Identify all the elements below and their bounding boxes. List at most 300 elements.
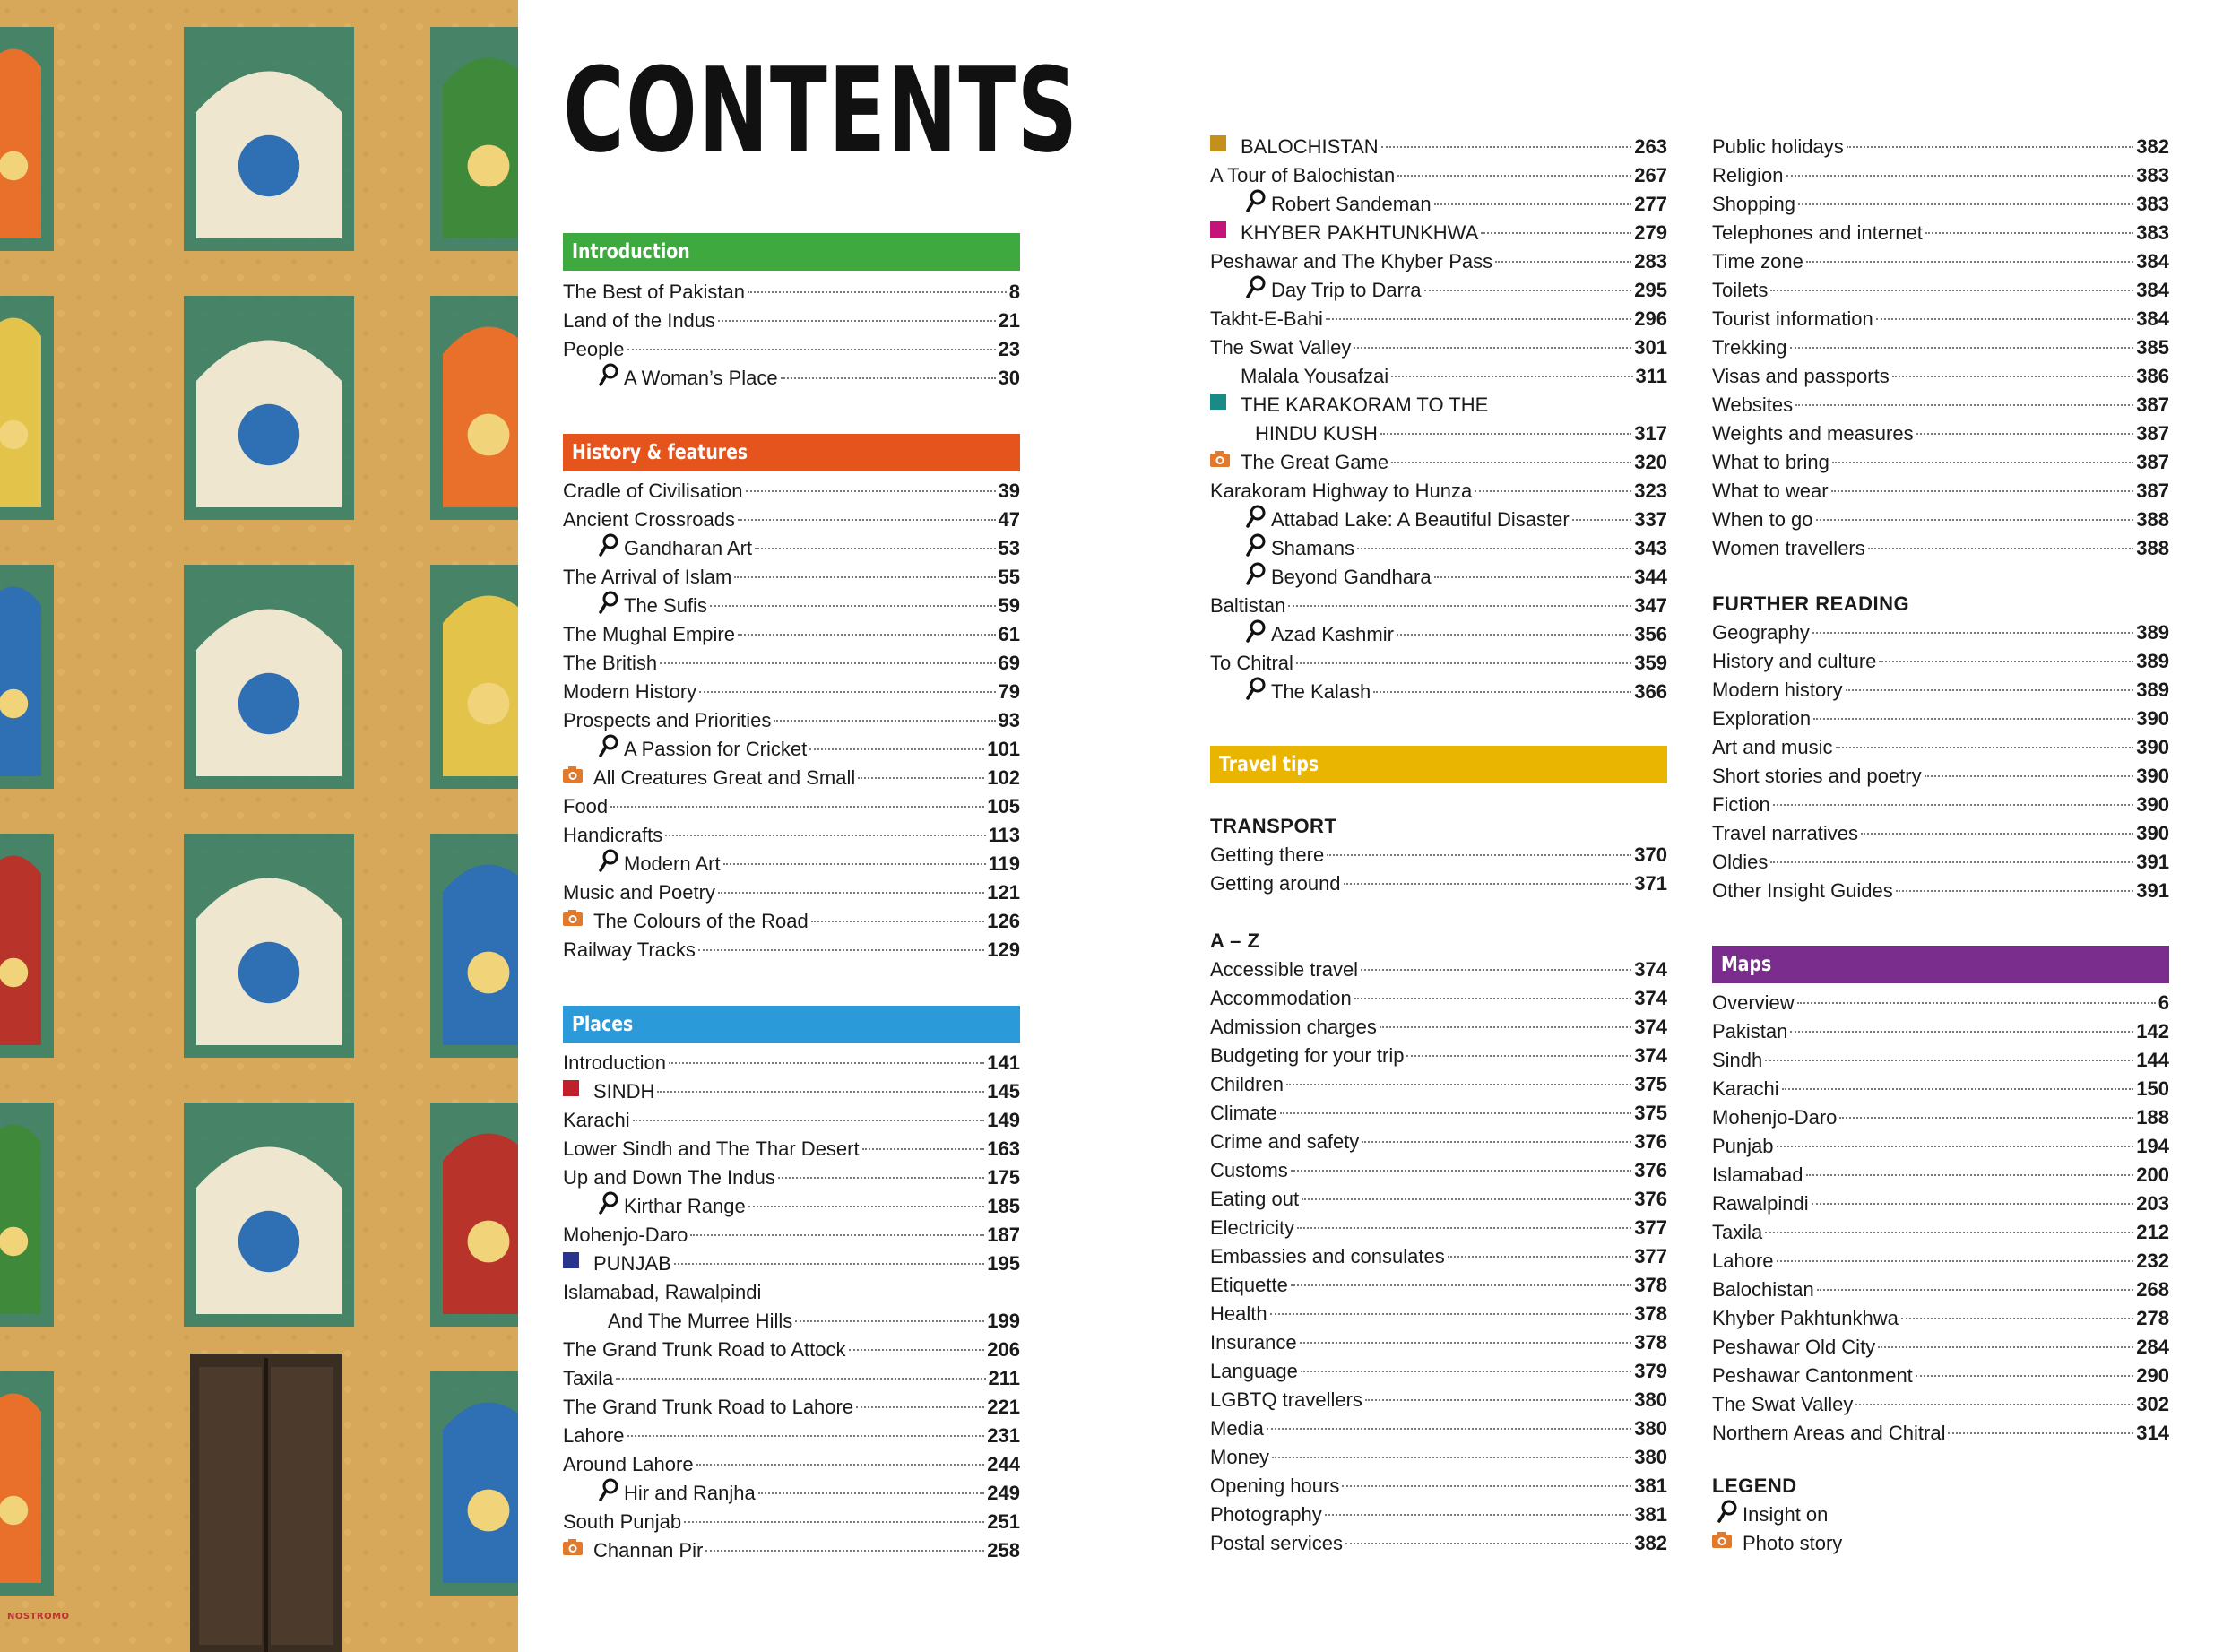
toc-entry[interactable] <box>1210 841 1667 869</box>
toc-entry[interactable] <box>1712 705 2169 733</box>
toc-entry[interactable] <box>1712 534 2169 563</box>
toc-entry-label: Etiquette <box>1210 1274 1288 1296</box>
toc-entry-label: The Mughal Empire <box>563 623 735 645</box>
toc-entry[interactable] <box>1210 1328 1667 1357</box>
dot-leader <box>1901 1318 2133 1319</box>
toc-entry[interactable] <box>1210 1472 1667 1501</box>
toc-entry-label: Admission charges <box>1210 1016 1377 1038</box>
toc-entry[interactable] <box>563 706 1020 735</box>
a-z-continued-list <box>1712 133 2169 563</box>
toc-entry-label: SINDH <box>593 1080 655 1103</box>
magnifier-icon-slot <box>1241 564 1271 584</box>
toc-entry[interactable] <box>563 735 1020 764</box>
dot-leader <box>1326 318 1631 320</box>
subheading-transport: TRANSPORT <box>1210 815 1337 837</box>
magnifier-icon-slot <box>593 1480 624 1500</box>
toc-entry-label: Modern History <box>563 680 697 703</box>
toc-entry-label: Railway Tracks <box>563 938 696 961</box>
karakoram-square-icon <box>1210 394 1226 410</box>
toc-entry[interactable] <box>1210 362 1667 391</box>
toc-entry[interactable] <box>1210 1242 1667 1271</box>
toc-entry-label: People <box>563 338 625 360</box>
toc-entry[interactable] <box>563 477 1020 506</box>
dot-leader <box>1948 1432 2133 1434</box>
magnifier-icon <box>1246 619 1266 643</box>
magnifier-icon <box>1246 189 1266 212</box>
dot-leader <box>1357 548 1631 549</box>
tile-arch-panel <box>0 1125 41 1315</box>
toc-entry-page-number: 39 <box>998 480 1020 502</box>
toc-entry[interactable] <box>1712 676 2169 705</box>
dot-leader <box>1286 1084 1631 1085</box>
toc-entry-label: Modern history <box>1712 679 1843 701</box>
toc-entry[interactable] <box>1210 305 1667 333</box>
toc-entry-label: Visas and passports <box>1712 365 1890 387</box>
dot-leader <box>795 1320 984 1322</box>
toc-entry-page-number: 370 <box>1634 843 1667 866</box>
dot-leader <box>1327 854 1631 856</box>
toc-entry-page-number: 212 <box>2136 1221 2169 1243</box>
toc-entry[interactable] <box>1712 419 2169 448</box>
toc-entry-label: Azad Kashmir <box>1271 623 1394 645</box>
toc-entry-label: Up and Down The Indus <box>563 1166 775 1189</box>
toc-entry[interactable] <box>1210 1070 1667 1099</box>
toc-entry[interactable] <box>1210 984 1667 1013</box>
toc-entry-page-number: 376 <box>1634 1188 1667 1210</box>
dot-leader <box>1381 146 1632 148</box>
toc-entry-label: Media <box>1210 1417 1264 1440</box>
toc-entry-label: Tourist information <box>1712 307 1873 330</box>
toc-entry[interactable] <box>1712 305 2169 333</box>
toc-entry[interactable] <box>1712 989 2169 1017</box>
toc-entry-label: Accessible travel <box>1210 958 1359 981</box>
toc-entry[interactable] <box>1712 1161 2169 1189</box>
toc-entry[interactable] <box>1712 1390 2169 1419</box>
dot-leader <box>1777 1146 2134 1147</box>
section-heading-travel-tips: Travel tips <box>1210 746 1667 783</box>
toc-entry-label: Karachi <box>1712 1077 1779 1100</box>
toc-entry[interactable] <box>1712 333 2169 362</box>
toc-entry[interactable] <box>1712 247 2169 276</box>
dot-leader <box>1861 833 2133 835</box>
section-heading-history: History & features <box>563 434 1020 471</box>
dot-leader <box>1291 1284 1631 1286</box>
dot-leader <box>660 662 995 664</box>
toc-entry-page-number: 388 <box>2136 508 2169 531</box>
toc-entry[interactable] <box>563 563 1020 592</box>
magnifier-icon-slot <box>1241 506 1271 526</box>
toc-entry[interactable] <box>563 1077 1020 1106</box>
toc-entry[interactable] <box>1210 620 1667 649</box>
toc-entry[interactable] <box>1712 1276 2169 1304</box>
camera-icon-slot <box>563 1537 593 1557</box>
toc-entry[interactable] <box>1712 1046 2169 1075</box>
toc-entry[interactable] <box>1712 391 2169 419</box>
toc-entry[interactable] <box>563 1422 1020 1450</box>
toc-entry[interactable] <box>1210 161 1667 190</box>
toc-entry-label: The Sufis <box>624 594 707 617</box>
dot-leader <box>1916 433 2134 435</box>
toc-entry[interactable] <box>563 792 1020 821</box>
toc-entry[interactable] <box>1210 506 1667 534</box>
toc-entry[interactable] <box>1210 534 1667 563</box>
toc-entry[interactable] <box>1712 1075 2169 1103</box>
tile-floral-motif <box>238 1211 299 1272</box>
toc-entry[interactable] <box>1210 592 1667 620</box>
toc-entry-page-number: 258 <box>987 1539 1020 1561</box>
toc-entry-label: Getting there <box>1210 843 1325 866</box>
toc-entry-page-number: 185 <box>987 1195 1020 1217</box>
toc-entry-page-number: 376 <box>1634 1159 1667 1181</box>
toc-entry-page-number: 301 <box>1634 336 1667 359</box>
toc-entry-label: The British <box>563 652 658 674</box>
tile-floral-motif <box>468 145 510 187</box>
toc-entry[interactable] <box>563 678 1020 706</box>
tile-floral-motif <box>468 1490 510 1532</box>
toc-entry[interactable] <box>1210 1414 1667 1443</box>
tile-floral-motif <box>0 1227 28 1256</box>
toc-entry-label: To Chitral <box>1210 652 1293 674</box>
section-heading-maps: Maps <box>1712 946 2169 983</box>
toc-entry-label: Electricity <box>1210 1216 1295 1239</box>
tile-arch-panel <box>0 49 41 239</box>
dot-leader <box>1817 1289 2134 1291</box>
dot-leader <box>718 892 984 894</box>
dot-leader <box>755 548 995 549</box>
toc-entry-label: Around Lahore <box>563 1453 694 1475</box>
toc-entry[interactable] <box>563 649 1020 678</box>
toc-entry[interactable] <box>1210 956 1667 984</box>
toc-entry[interactable] <box>1210 1099 1667 1128</box>
toc-entry[interactable] <box>563 907 1020 936</box>
toc-entry-page-number: 206 <box>987 1338 1020 1361</box>
toc-entry[interactable] <box>563 878 1020 907</box>
toc-entry[interactable] <box>1712 1189 2169 1218</box>
dot-leader <box>1916 1375 2133 1377</box>
toc-entry[interactable] <box>1210 219 1667 247</box>
toc-entry-label: Northern Areas and Chitral <box>1712 1422 1946 1444</box>
toc-entry[interactable] <box>563 1106 1020 1135</box>
toc-entry[interactable] <box>1712 1103 2169 1132</box>
toc-entry[interactable] <box>563 1250 1020 1278</box>
tile-floral-motif <box>0 1496 28 1525</box>
toc-entry-page-number: 390 <box>2136 736 2169 758</box>
toc-entry[interactable] <box>1210 869 1667 898</box>
toc-entry[interactable] <box>1210 1271 1667 1300</box>
toc-entry[interactable] <box>1210 1128 1667 1156</box>
toc-entry-page-number: 382 <box>2136 135 2169 158</box>
toc-entry-page-number: 221 <box>987 1396 1020 1418</box>
toc-entry-page-number: 380 <box>1634 1417 1667 1440</box>
toc-entry[interactable] <box>563 1192 1020 1221</box>
toc-entry[interactable] <box>563 1049 1020 1077</box>
dot-leader <box>1925 232 2133 234</box>
toc-entry-page-number: 375 <box>1634 1102 1667 1124</box>
toc-entry[interactable] <box>1712 276 2169 305</box>
toc-entry-label: Exploration <box>1712 707 1812 730</box>
toc-entry[interactable] <box>1210 1156 1667 1185</box>
toc-entry[interactable] <box>563 764 1020 792</box>
toc-entry-page-number: 231 <box>987 1424 1020 1447</box>
dot-leader <box>748 1206 985 1207</box>
toc-entry[interactable] <box>563 1508 1020 1536</box>
toc-entry-label: Taxila <box>563 1367 614 1389</box>
toc-entry[interactable] <box>1210 1300 1667 1328</box>
legend-list <box>1712 1501 2169 1558</box>
dot-leader <box>684 1521 984 1523</box>
toc-entry[interactable] <box>1210 448 1667 477</box>
dot-leader <box>1297 1227 1631 1229</box>
toc-entry-label: KHYBER PAKHTUNKHWA <box>1241 221 1479 244</box>
toc-entry-page-number: 141 <box>987 1051 1020 1074</box>
toc-entry-label: Accommodation <box>1210 987 1352 1009</box>
toc-entry[interactable] <box>1210 1386 1667 1414</box>
toc-entry-label: The Swat Valley <box>1712 1393 1854 1415</box>
toc-entry[interactable] <box>1712 1304 2169 1333</box>
toc-entry[interactable] <box>563 1163 1020 1192</box>
toc-entry-label: When to go <box>1712 508 1813 531</box>
toc-entry-label: Islamabad <box>1712 1163 1803 1186</box>
magnifier-icon <box>599 533 618 557</box>
toc-entry[interactable] <box>1712 1218 2169 1247</box>
tile-floral-motif <box>0 151 28 180</box>
tile-floral-motif <box>0 420 28 449</box>
dot-leader <box>1786 175 2134 177</box>
cover-photo-tiled-wall <box>0 0 518 1652</box>
dot-leader <box>1291 1170 1631 1172</box>
toc-entry[interactable] <box>1210 649 1667 678</box>
toc-entry-label: A Passion for Cricket <box>624 738 808 760</box>
tile-arch-panel <box>0 587 41 777</box>
toc-entry[interactable] <box>1210 247 1667 276</box>
toc-entry[interactable] <box>563 1336 1020 1364</box>
dot-leader <box>1354 347 1631 349</box>
dot-leader <box>1270 1313 1632 1315</box>
toc-entry[interactable] <box>1712 219 2169 247</box>
toc-entry[interactable] <box>563 278 1020 307</box>
toc-entry-label: All Creatures Great and Small <box>593 766 856 789</box>
toc-entry-label: Time zone <box>1712 250 1803 272</box>
toc-entry[interactable] <box>563 592 1020 620</box>
dot-leader <box>1301 1371 1631 1372</box>
khyber-square-icon-slot <box>1210 220 1241 239</box>
dot-leader <box>1362 1141 1631 1143</box>
toc-entry[interactable] <box>1712 448 2169 477</box>
tile-floral-motif <box>468 683 510 725</box>
toc-entry-page-number: 145 <box>987 1080 1020 1103</box>
dot-leader <box>774 720 995 722</box>
toc-entry-label: Modern Art <box>624 852 721 875</box>
toc-entry[interactable] <box>1210 1501 1667 1529</box>
toc-entry[interactable] <box>563 1536 1020 1565</box>
toc-entry-page-number: 61 <box>998 623 1020 645</box>
toc-entry[interactable] <box>563 506 1020 534</box>
toc-entry[interactable] <box>563 850 1020 878</box>
toc-entry[interactable] <box>1712 133 2169 161</box>
toc-entry-page-number: 8 <box>1008 281 1020 303</box>
toc-entry[interactable] <box>1210 333 1667 362</box>
toc-entry[interactable] <box>563 1450 1020 1479</box>
toc-entry[interactable] <box>563 620 1020 649</box>
toc-entry[interactable] <box>1712 1419 2169 1448</box>
toc-entry-label: Takht-E-Bahi <box>1210 307 1323 330</box>
toc-entry[interactable] <box>1712 190 2169 219</box>
toc-entry-page-number: 55 <box>998 566 1020 588</box>
toc-entry[interactable] <box>563 1479 1020 1508</box>
toc-entry-label: Ancient Crossroads <box>563 508 735 531</box>
toc-entry[interactable] <box>1712 733 2169 762</box>
magnifier-icon <box>599 849 618 872</box>
dot-leader <box>1816 519 2134 521</box>
toc-entry[interactable] <box>1712 819 2169 848</box>
toc-entry[interactable] <box>1210 133 1667 161</box>
toc-entry-page-number: 93 <box>998 709 1020 731</box>
toc-entry[interactable] <box>1712 618 2169 647</box>
toc-entry-page-number: 337 <box>1634 508 1667 531</box>
toc-entry[interactable] <box>1210 678 1667 706</box>
sindh-square-icon <box>563 1080 579 1096</box>
toc-entry[interactable] <box>563 534 1020 563</box>
toc-entry[interactable] <box>563 821 1020 850</box>
toc-entry-label: Punjab <box>1712 1135 1774 1157</box>
dot-leader <box>1495 261 1631 263</box>
toc-entry-label: Lahore <box>563 1424 625 1447</box>
dot-leader <box>610 806 984 808</box>
toc-entry[interactable] <box>563 335 1020 364</box>
toc-entry[interactable] <box>1210 190 1667 219</box>
toc-entry-label: Photography <box>1210 1503 1322 1526</box>
magnifier-icon <box>1717 1500 1737 1523</box>
places-list <box>563 1049 1020 1565</box>
toc-entry-page-number: 251 <box>987 1510 1020 1533</box>
dot-leader <box>698 949 984 951</box>
dot-leader <box>1361 969 1631 971</box>
dot-leader <box>690 1234 984 1236</box>
toc-entry[interactable] <box>1712 647 2169 676</box>
toc-entry[interactable] <box>1712 791 2169 819</box>
toc-entry-label: Lower Sindh and The Thar Desert <box>563 1137 860 1160</box>
dot-leader <box>1832 462 2133 463</box>
toc-entry[interactable] <box>1210 419 1667 448</box>
toc-entry[interactable] <box>1712 1501 2169 1529</box>
dot-leader <box>1344 883 1632 885</box>
toc-entry[interactable] <box>563 1278 1020 1307</box>
toc-entry-label: Peshawar and The Khyber Pass <box>1210 250 1493 272</box>
section-travel-tips <box>1210 746 1667 1558</box>
toc-entry[interactable] <box>1210 1529 1667 1558</box>
dot-leader <box>1397 634 1631 636</box>
punjab-square-icon-slot <box>563 1250 593 1270</box>
dot-leader <box>1773 804 2133 806</box>
toc-entry[interactable] <box>1712 1247 2169 1276</box>
dot-leader <box>1481 232 1631 234</box>
dot-leader <box>1280 1112 1632 1114</box>
tile-floral-motif <box>468 952 510 994</box>
toc-entry[interactable] <box>563 936 1020 964</box>
khyber-square-icon <box>1210 221 1226 238</box>
toc-entry[interactable] <box>1210 1443 1667 1472</box>
toc-entry-label: The Great Game <box>1241 451 1389 473</box>
balochistan-square-icon <box>1210 135 1226 151</box>
toc-entry[interactable] <box>1210 477 1667 506</box>
toc-entry[interactable] <box>1712 477 2169 506</box>
toc-entry[interactable] <box>1712 161 2169 190</box>
toc-entry[interactable] <box>1210 1214 1667 1242</box>
tile-floral-motif <box>0 689 28 718</box>
toc-entry[interactable] <box>563 1393 1020 1422</box>
dot-leader <box>1354 998 1632 999</box>
dot-leader <box>862 1148 985 1150</box>
toc-entry[interactable] <box>1712 1132 2169 1161</box>
toc-entry[interactable] <box>1210 276 1667 305</box>
toc-entry-label: LGBTQ travellers <box>1210 1388 1362 1411</box>
toc-entry-page-number: 211 <box>988 1367 1020 1389</box>
tile-arch-panel <box>0 856 41 1046</box>
toc-entry[interactable] <box>563 1364 1020 1393</box>
toc-entry[interactable] <box>1210 391 1667 419</box>
toc-entry-page-number: 343 <box>1634 537 1667 559</box>
toc-entry[interactable] <box>1712 506 2169 534</box>
dot-leader <box>1345 1543 1631 1544</box>
toc-entry-label: Rawalpindi <box>1712 1192 1809 1215</box>
toc-entry[interactable] <box>1210 1042 1667 1070</box>
toc-entry[interactable] <box>1712 877 2169 905</box>
toc-entry-page-number: 389 <box>2136 679 2169 701</box>
section-maps <box>1712 946 2169 1448</box>
toc-entry[interactable] <box>563 364 1020 393</box>
camera-icon <box>1712 1532 1732 1548</box>
toc-entry-label: Other Insight Guides <box>1712 879 1893 902</box>
dot-leader <box>1847 146 2134 148</box>
toc-entry-page-number: 384 <box>2136 250 2169 272</box>
dot-leader <box>718 320 995 322</box>
toc-entry[interactable] <box>1210 1185 1667 1214</box>
toc-entry[interactable] <box>1712 1333 2169 1362</box>
toc-entry[interactable] <box>1712 1017 2169 1046</box>
toc-entry-page-number: 311 <box>1635 365 1667 387</box>
tile-floral-motif <box>238 942 299 1003</box>
magnifier-icon-slot <box>1241 277 1271 297</box>
toc-entry[interactable] <box>563 1307 1020 1336</box>
dot-leader <box>858 777 984 779</box>
dot-leader <box>1267 1428 1631 1430</box>
page-title: CONTENTS <box>563 42 1079 178</box>
toc-entry[interactable] <box>563 1135 1020 1163</box>
toc-entry-page-number: 378 <box>1634 1274 1667 1296</box>
toc-entry[interactable] <box>1712 1529 2169 1558</box>
transport-list <box>1210 841 1667 898</box>
toc-entry[interactable] <box>1712 848 2169 877</box>
magnifier-icon <box>599 734 618 757</box>
magnifier-icon-slot <box>1241 535 1271 555</box>
dot-leader <box>1795 404 2133 406</box>
toc-entry[interactable] <box>1712 762 2169 791</box>
toc-entry-label: Toilets <box>1712 279 1769 301</box>
toc-entry[interactable] <box>563 307 1020 335</box>
toc-entry[interactable] <box>1210 563 1667 592</box>
toc-entry[interactable] <box>1210 1357 1667 1386</box>
dot-leader <box>1812 1203 2134 1205</box>
dot-leader <box>627 1435 985 1437</box>
toc-entry[interactable] <box>1712 1362 2169 1390</box>
toc-entry-page-number: 119 <box>988 852 1020 875</box>
toc-entry[interactable] <box>563 1221 1020 1250</box>
toc-entry[interactable] <box>1712 362 2169 391</box>
dot-leader <box>1813 718 2133 720</box>
toc-entry[interactable] <box>1210 1013 1667 1042</box>
toc-entry-page-number: 30 <box>998 367 1020 389</box>
toc-entry-page-number: 374 <box>1634 1044 1667 1067</box>
